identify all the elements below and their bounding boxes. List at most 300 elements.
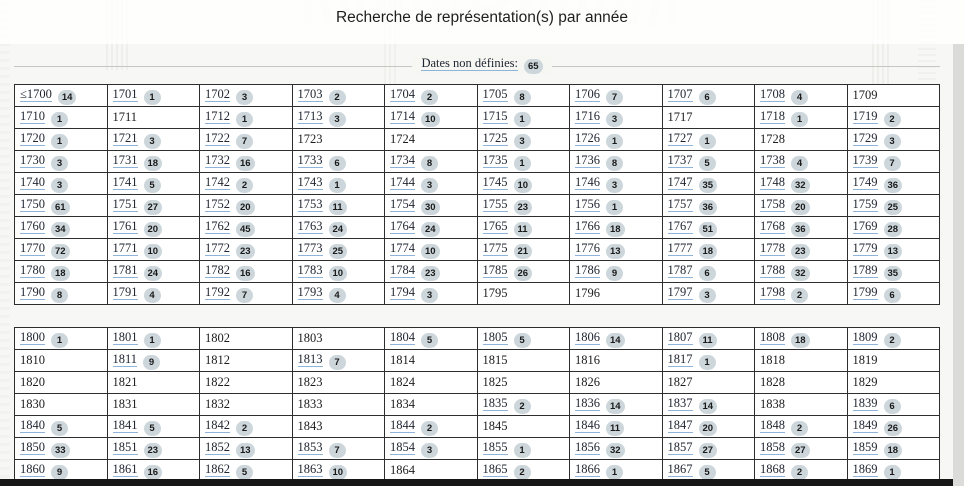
year-cell: [292, 173, 385, 195]
count-badge: 36: [884, 178, 903, 193]
year-link[interactable]: 1798: [760, 284, 785, 299]
year-cell: [570, 151, 663, 173]
year-link[interactable]: 1806: [575, 329, 600, 344]
year-link[interactable]: 1837: [667, 395, 693, 410]
year-cell: [292, 217, 385, 239]
count-badge: 8: [606, 156, 623, 171]
year-cell: [570, 372, 663, 394]
count-badge: 2: [329, 90, 346, 105]
year-link[interactable]: 1858: [760, 439, 785, 454]
year-link[interactable]: 1720: [20, 130, 45, 145]
count-badge: 21: [514, 244, 533, 259]
year-cell: [200, 217, 293, 239]
count-badge: 23: [514, 200, 533, 215]
year-row: [15, 438, 940, 460]
year-cell: [847, 350, 940, 372]
year-label: 1824: [390, 375, 415, 389]
year-link[interactable]: 1729: [852, 130, 878, 145]
year-cell: [570, 173, 663, 195]
year-link[interactable]: 1755: [482, 196, 508, 211]
year-cell: [570, 394, 663, 416]
count-badge: 72: [51, 244, 70, 259]
year-cell: [200, 394, 293, 416]
year-link[interactable]: 1715: [482, 108, 508, 123]
year-link[interactable]: 1862: [205, 461, 230, 476]
count-badge: 26: [514, 266, 533, 281]
year-link[interactable]: 1743: [297, 174, 323, 189]
year-link[interactable]: 1848: [760, 417, 785, 432]
year-link[interactable]: 1753: [297, 196, 323, 211]
year-cell: [477, 328, 570, 350]
count-badge: 1: [51, 112, 68, 127]
year-cell: [847, 239, 940, 261]
year-row: [15, 283, 940, 305]
year-link[interactable]: 1797: [667, 284, 693, 299]
year-link[interactable]: 1846: [575, 417, 600, 432]
year-cell: [662, 151, 755, 173]
count-badge: 5: [236, 465, 253, 480]
year-cell: [385, 85, 478, 107]
year-link[interactable]: 1735: [482, 152, 508, 167]
count-badge: 27: [144, 200, 163, 215]
count-badge: 1: [606, 465, 623, 480]
year-link[interactable]: 1813: [297, 351, 323, 366]
year-row: [15, 328, 940, 350]
count-badge: 14: [699, 399, 718, 414]
year-link[interactable]: 1742: [205, 174, 230, 189]
count-badge: 3: [884, 134, 901, 149]
year-cell: [107, 173, 200, 195]
year-link[interactable]: 1817: [667, 351, 693, 366]
year-link[interactable]: 1747: [667, 174, 693, 189]
year-link[interactable]: 1855: [482, 439, 508, 454]
year-cell: [200, 328, 293, 350]
year-cell: [200, 195, 293, 217]
year-cell: [847, 107, 940, 129]
year-link[interactable]: 1764: [390, 218, 415, 233]
year-link[interactable]: 1787: [667, 262, 693, 277]
year-link[interactable]: 1775: [482, 240, 508, 255]
year-cell: [15, 85, 108, 107]
year-link[interactable]: 1710: [20, 108, 45, 123]
count-badge: 1: [884, 465, 901, 480]
year-cell: [292, 107, 385, 129]
year-link[interactable]: 1741: [112, 174, 138, 189]
year-label: 1845: [482, 419, 508, 433]
year-label: 1821: [112, 375, 138, 389]
count-badge: 7: [236, 134, 253, 149]
year-link[interactable]: 1766: [575, 218, 600, 233]
year-link[interactable]: 1842: [205, 417, 230, 432]
year-link[interactable]: 1770: [20, 240, 45, 255]
count-badge: 5: [514, 333, 531, 348]
year-label: 1834: [390, 397, 415, 411]
year-link[interactable]: 1757: [667, 196, 693, 211]
count-badge: 25: [884, 200, 903, 215]
count-badge: 9: [143, 355, 160, 370]
year-cell: [15, 129, 108, 151]
year-link[interactable]: 1783: [297, 262, 323, 277]
year-row: [15, 261, 940, 283]
count-badge: 23: [144, 443, 163, 458]
year-link[interactable]: 1778: [760, 240, 785, 255]
year-label: 1803: [297, 331, 323, 345]
count-badge: 18: [884, 443, 903, 458]
year-link[interactable]: 1702: [205, 86, 230, 101]
year-link[interactable]: 1707: [667, 86, 693, 101]
year-cell: [385, 350, 478, 372]
year-cell: [477, 217, 570, 239]
year-link[interactable]: 1727: [667, 130, 693, 145]
count-badge: 23: [421, 266, 440, 281]
count-badge: 25: [329, 244, 348, 259]
count-badge: 3: [329, 112, 346, 127]
count-badge: 20: [236, 200, 255, 215]
year-link[interactable]: 1869: [852, 461, 878, 476]
year-cell: [107, 416, 200, 438]
year-cell: [15, 328, 108, 350]
count-badge: 18: [699, 244, 718, 259]
year-cell: [385, 217, 478, 239]
year-link[interactable]: 1752: [205, 196, 230, 211]
count-badge: 23: [791, 244, 810, 259]
year-link[interactable]: 1794: [390, 284, 415, 299]
count-badge: 13: [884, 244, 903, 259]
year-link[interactable]: 1704: [390, 86, 415, 101]
year-cell: [385, 107, 478, 129]
year-cell: [385, 151, 478, 173]
count-badge: 13: [236, 443, 255, 458]
count-badge: 1: [514, 443, 531, 458]
year-cell: [662, 195, 755, 217]
year-label: 1810: [20, 353, 45, 367]
year-link[interactable]: 1771: [112, 240, 138, 255]
year-label: 1838: [760, 397, 785, 411]
year-link[interactable]: 1739: [852, 152, 878, 167]
year-link[interactable]: 1811: [112, 351, 138, 366]
year-cell: [200, 261, 293, 283]
year-cell: [755, 217, 848, 239]
year-link[interactable]: 1763: [297, 218, 323, 233]
year-link[interactable]: 1854: [390, 439, 415, 454]
year-link[interactable]: 1769: [852, 218, 878, 233]
year-link[interactable]: 1863: [297, 461, 323, 476]
year-link[interactable]: 1732: [205, 152, 230, 167]
year-label: 1812: [205, 353, 230, 367]
year-link[interactable]: 1860: [20, 461, 45, 476]
year-link[interactable]: 1801: [112, 329, 138, 344]
year-cell: [662, 372, 755, 394]
year-link[interactable]: 1708: [760, 86, 785, 101]
count-badge: 4: [791, 156, 808, 171]
year-link[interactable]: 1804: [390, 329, 415, 344]
year-link[interactable]: 1859: [852, 439, 878, 454]
year-link[interactable]: 1736: [575, 152, 600, 167]
count-badge: 10: [514, 178, 533, 193]
year-link[interactable]: 1782: [205, 262, 230, 277]
count-badge: 1: [236, 112, 253, 127]
count-badge: 35: [699, 178, 718, 193]
year-link[interactable]: 1759: [852, 196, 878, 211]
count-badge: 2: [421, 421, 438, 436]
year-link[interactable]: 1721: [112, 130, 138, 145]
year-cell: [570, 85, 663, 107]
year-cell: [662, 328, 755, 350]
year-link[interactable]: 1773: [297, 240, 323, 255]
year-link[interactable]: 1758: [760, 196, 785, 211]
year-link[interactable]: 1750: [20, 196, 45, 211]
year-cell: [755, 328, 848, 350]
year-link[interactable]: 1745: [482, 174, 508, 189]
year-link[interactable]: 1867: [667, 461, 693, 476]
year-link[interactable]: 1868: [760, 461, 785, 476]
year-cell: [107, 239, 200, 261]
year-cell: [477, 283, 570, 305]
year-link[interactable]: 1733: [297, 152, 323, 167]
year-link[interactable]: 1790: [20, 284, 45, 299]
year-link[interactable]: 1772: [205, 240, 230, 255]
count-badge: 36: [699, 200, 718, 215]
count-badge: 3: [51, 178, 68, 193]
year-link[interactable]: 1718: [760, 108, 785, 123]
year-cell: [385, 438, 478, 460]
year-cell: [570, 416, 663, 438]
count-badge: 16: [236, 156, 255, 171]
year-link[interactable]: 1744: [390, 174, 415, 189]
year-link[interactable]: 1799: [852, 284, 878, 299]
year-label: 1711: [112, 110, 138, 124]
year-link[interactable]: 1716: [575, 108, 600, 123]
years-table-1700s: [14, 84, 940, 305]
year-label: 1832: [205, 397, 230, 411]
year-link[interactable]: 1774: [390, 240, 415, 255]
year-link[interactable]: 1713: [297, 108, 323, 123]
year-cell: [292, 85, 385, 107]
count-badge: 18: [791, 333, 810, 348]
year-link[interactable]: 1780: [20, 262, 45, 277]
year-link[interactable]: 1712: [205, 108, 230, 123]
year-cell: [477, 107, 570, 129]
count-badge: 27: [699, 443, 718, 458]
count-badge: 28: [884, 222, 903, 237]
year-cell: [107, 372, 200, 394]
year-link[interactable]: 1705: [482, 86, 508, 101]
year-row: [15, 85, 940, 107]
year-cell: [662, 416, 755, 438]
year-link[interactable]: 1726: [575, 130, 600, 145]
year-cell: [200, 416, 293, 438]
year-link[interactable]: 1777: [667, 240, 693, 255]
year-link[interactable]: 1748: [760, 174, 785, 189]
count-badge: 14: [606, 333, 625, 348]
year-link[interactable]: 1751: [112, 196, 138, 211]
year-row: [15, 217, 940, 239]
count-badge: 26: [884, 421, 903, 436]
year-link[interactable]: 1781: [112, 262, 138, 277]
count-badge: 5: [144, 178, 161, 193]
year-link[interactable]: 1785: [482, 262, 508, 277]
year-link[interactable]: 1865: [482, 461, 508, 476]
year-link[interactable]: 1740: [20, 174, 45, 189]
year-link[interactable]: 1731: [112, 152, 138, 167]
year-link[interactable]: 1703: [297, 86, 323, 101]
year-link[interactable]: 1809: [852, 329, 878, 344]
count-badge: 5: [144, 421, 161, 436]
year-link[interactable]: 1746: [575, 174, 600, 189]
year-link[interactable]: 1779: [852, 240, 878, 255]
year-cell: [570, 239, 663, 261]
count-badge: 1: [699, 134, 716, 149]
year-cell: [15, 394, 108, 416]
year-link[interactable]: 1734: [390, 152, 415, 167]
year-label: 1728: [760, 132, 785, 146]
year-link[interactable]: 1719: [852, 108, 878, 123]
year-cell: [107, 85, 200, 107]
year-cell: [200, 283, 293, 305]
year-link[interactable]: 1784: [390, 262, 415, 277]
year-cell: [570, 283, 663, 305]
year-cell: [200, 129, 293, 151]
year-link[interactable]: 1791: [112, 284, 138, 299]
count-badge: 2: [884, 112, 901, 127]
year-cell: [755, 107, 848, 129]
year-cell: [847, 261, 940, 283]
count-badge: 2: [514, 399, 531, 414]
year-link[interactable]: 1844: [390, 417, 415, 432]
year-label: 1818: [760, 353, 785, 367]
year-link[interactable]: 1852: [205, 439, 230, 454]
count-badge: 3: [606, 112, 623, 127]
year-link[interactable]: 1749: [852, 174, 878, 189]
count-badge: 5: [51, 421, 68, 436]
year-link[interactable]: 1714: [390, 108, 415, 123]
year-link[interactable]: 1793: [297, 284, 323, 299]
year-label: 1819: [852, 353, 878, 367]
year-label: 1717: [667, 110, 693, 124]
year-cell: [107, 195, 200, 217]
year-cell: [107, 151, 200, 173]
scrollbar-track[interactable]: [953, 44, 964, 486]
year-cell: [570, 328, 663, 350]
year-cell: [570, 438, 663, 460]
year-cell: [662, 350, 755, 372]
year-link[interactable]: 1861: [112, 461, 138, 476]
year-link[interactable]: 1786: [575, 262, 600, 277]
year-cell: [385, 173, 478, 195]
undefined-dates-link[interactable]: Dates non définies:: [421, 56, 518, 70]
count-badge: 1: [514, 156, 531, 171]
count-badge: 11: [606, 421, 624, 436]
year-link[interactable]: 1839: [852, 395, 878, 410]
year-link[interactable]: 1800: [20, 329, 45, 344]
count-badge: 9: [606, 266, 623, 281]
year-link[interactable]: 1851: [112, 439, 138, 454]
year-cell: [15, 261, 108, 283]
year-link[interactable]: 1789: [852, 262, 878, 277]
count-badge: 9: [51, 465, 68, 480]
year-cell: [107, 394, 200, 416]
year-link[interactable]: 1850: [20, 439, 45, 454]
year-link[interactable]: 1836: [575, 395, 600, 410]
count-badge: 61: [51, 200, 70, 215]
year-cell: [385, 195, 478, 217]
count-badge: 6: [699, 90, 716, 105]
year-link[interactable]: 1760: [20, 218, 45, 233]
year-cell: [200, 372, 293, 394]
count-badge: 7: [236, 288, 253, 303]
count-badge: 24: [144, 266, 163, 281]
year-cell: [570, 107, 663, 129]
year-link[interactable]: 1792: [205, 284, 230, 299]
year-link[interactable]: 1857: [667, 439, 693, 454]
year-link[interactable]: ≤1700: [20, 86, 52, 101]
year-link[interactable]: 1706: [575, 86, 600, 101]
year-link[interactable]: 1722: [205, 130, 230, 145]
year-link[interactable]: 1847: [667, 417, 693, 432]
year-link[interactable]: 1853: [297, 439, 323, 454]
year-row: [15, 416, 940, 438]
year-link[interactable]: 1835: [482, 395, 508, 410]
year-link[interactable]: 1805: [482, 329, 508, 344]
count-badge: 10: [421, 112, 440, 127]
year-link[interactable]: 1840: [20, 417, 45, 432]
year-cell: [847, 394, 940, 416]
year-link[interactable]: 1730: [20, 152, 45, 167]
year-row: [15, 173, 940, 195]
count-badge: 3: [421, 443, 438, 458]
year-cell: [755, 239, 848, 261]
year-row: [15, 129, 940, 151]
year-link[interactable]: 1788: [760, 262, 785, 277]
year-cell: [200, 151, 293, 173]
year-link[interactable]: 1776: [575, 240, 600, 255]
count-badge: 27: [791, 443, 810, 458]
year-link[interactable]: 1768: [760, 218, 785, 233]
year-link[interactable]: 1738: [760, 152, 785, 167]
year-cell: [385, 283, 478, 305]
count-badge: 32: [606, 443, 625, 458]
year-label: 1820: [20, 375, 45, 389]
count-badge: 1: [514, 112, 531, 127]
year-link[interactable]: 1841: [112, 417, 138, 432]
year-link[interactable]: 1856: [575, 439, 600, 454]
year-cell: [847, 438, 940, 460]
year-row: [15, 151, 940, 173]
year-link[interactable]: 1761: [112, 218, 138, 233]
year-link[interactable]: 1762: [205, 218, 230, 233]
count-badge: 23: [236, 244, 255, 259]
year-link[interactable]: 1701: [112, 86, 138, 101]
year-link[interactable]: 1767: [667, 218, 693, 233]
count-badge: 10: [329, 266, 348, 281]
year-link[interactable]: 1754: [390, 196, 415, 211]
count-badge: 7: [329, 355, 346, 370]
year-cell: [200, 350, 293, 372]
year-link[interactable]: 1725: [482, 130, 508, 145]
year-link[interactable]: 1756: [575, 196, 600, 211]
year-link[interactable]: 1737: [667, 152, 693, 167]
year-cell: [15, 438, 108, 460]
count-badge: 7: [606, 90, 623, 105]
year-cell: [477, 129, 570, 151]
count-badge: 2: [791, 421, 808, 436]
year-link[interactable]: 1807: [667, 329, 693, 344]
year-cell: [755, 195, 848, 217]
year-link[interactable]: 1849: [852, 417, 878, 432]
year-link[interactable]: 1765: [482, 218, 508, 233]
year-link[interactable]: 1866: [575, 461, 600, 476]
year-link[interactable]: 1808: [760, 329, 785, 344]
